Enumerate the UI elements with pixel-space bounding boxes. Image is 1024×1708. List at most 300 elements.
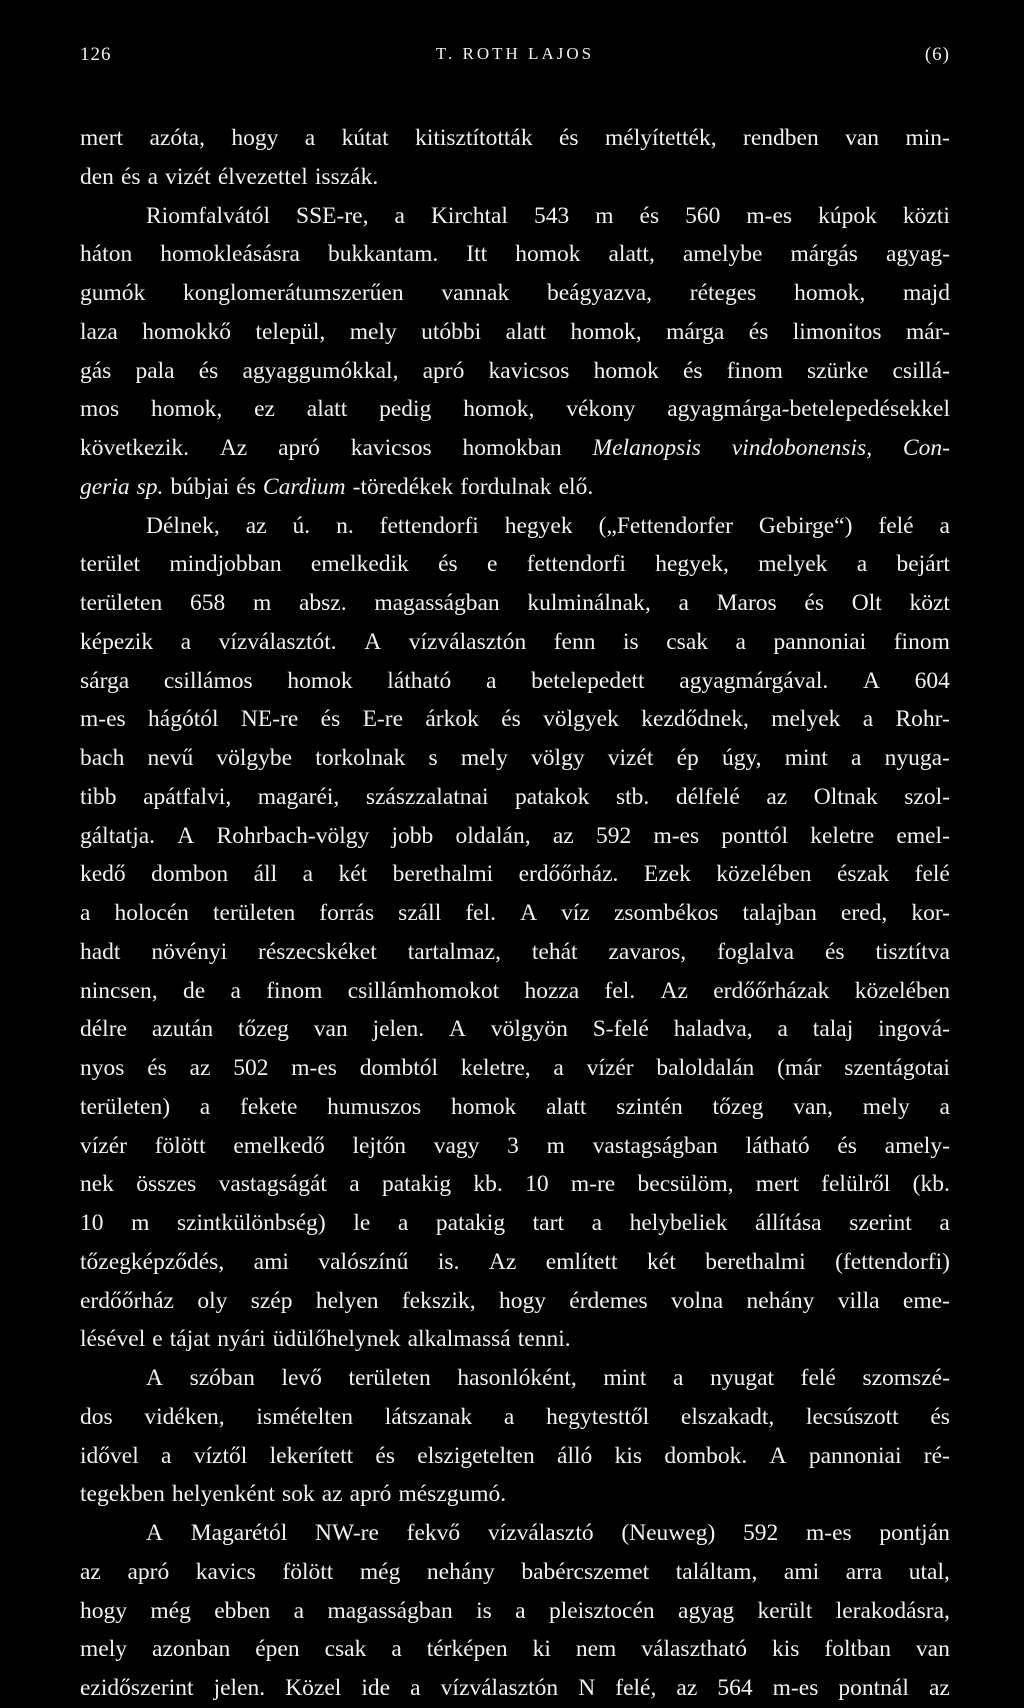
word: homok, [463, 396, 535, 423]
word: A [146, 1365, 163, 1391]
word: alatt [545, 1093, 587, 1120]
word: talajban [742, 900, 817, 926]
word: szentágotai [844, 1055, 950, 1081]
word: m-re [570, 1171, 616, 1198]
word: tenni. [517, 1326, 571, 1353]
text-line [80, 507, 950, 546]
word: van [915, 1636, 950, 1663]
word: berethalmi [392, 861, 494, 888]
word: és [438, 551, 458, 578]
word: szomszé- [862, 1365, 950, 1391]
text-line [80, 352, 950, 391]
word: a [147, 163, 159, 190]
word: 658 [189, 590, 226, 616]
word: homok [450, 1093, 517, 1120]
text-line [80, 894, 950, 933]
word: elszakadt, [680, 1403, 775, 1430]
word: ismételten [256, 1403, 353, 1430]
word: a [397, 1210, 409, 1236]
word: apró [278, 435, 320, 461]
word: helybeliek [629, 1210, 728, 1236]
word: kavicsos [350, 435, 432, 461]
word: majd [902, 280, 950, 306]
word: A [769, 1442, 787, 1469]
word: idővel [80, 1442, 139, 1469]
word: vindobonensis, [731, 435, 873, 461]
text-line [80, 1592, 950, 1631]
word: m-es [805, 1520, 852, 1546]
word: ú. [292, 512, 311, 539]
word: s [428, 745, 438, 771]
word: pannoniai [773, 628, 867, 655]
word: szép [250, 1287, 293, 1314]
word: A [146, 1520, 163, 1546]
word: (kb. [912, 1171, 950, 1198]
word: a [180, 628, 192, 655]
word: közti [902, 202, 950, 229]
word: térképen [426, 1636, 508, 1663]
word: m [546, 1132, 565, 1159]
word: kezdődnek, [641, 706, 749, 733]
word: kis [771, 1636, 800, 1663]
word: Kirchtal [430, 202, 508, 229]
word: A [364, 628, 382, 655]
text-line [80, 1553, 950, 1592]
word: fordulnak [460, 473, 552, 500]
word: tőzeg [712, 1093, 764, 1120]
word: mindjobban [169, 551, 282, 578]
word: van [313, 1016, 348, 1043]
word: min- [905, 125, 950, 151]
word: holocén [114, 900, 189, 926]
text-line [80, 197, 950, 236]
text-line [80, 700, 950, 739]
word: nyos [80, 1055, 125, 1081]
word: vízválasztón [408, 628, 527, 655]
word: pleisztocén [548, 1597, 655, 1624]
word: homok [287, 667, 353, 694]
word: délre [80, 1016, 127, 1043]
word: Magarétól [190, 1520, 288, 1546]
text-line [80, 623, 950, 662]
word: nek [80, 1171, 114, 1198]
word: vannak [441, 280, 510, 306]
word: hágótól [148, 706, 219, 733]
word: hogy [231, 125, 279, 151]
text-line [80, 1010, 950, 1049]
word: nyári [217, 1326, 266, 1353]
word: pontján [879, 1520, 950, 1546]
word: valószínű [318, 1248, 409, 1275]
word: hegyek [504, 512, 573, 539]
word: m [131, 1210, 150, 1236]
word: finom [893, 628, 950, 655]
word: üdülőhelynek [272, 1326, 401, 1353]
word: lerakodásra, [835, 1597, 950, 1624]
word: e [486, 551, 498, 578]
word: magasságban [327, 1597, 453, 1624]
word: lejtőn [352, 1132, 406, 1159]
word: következik. [80, 435, 189, 461]
word: a [777, 1016, 788, 1043]
word: kis [614, 1442, 643, 1469]
word: emel- [896, 822, 950, 849]
word: már- [906, 318, 950, 345]
text-line [80, 855, 950, 894]
word: és [837, 1132, 857, 1159]
text-line [80, 1359, 950, 1398]
word: lésével [80, 1326, 146, 1353]
word: fölött [282, 1558, 334, 1585]
word: mélyítették, [605, 125, 717, 151]
word: NE-re [240, 706, 299, 733]
word: felülről [821, 1171, 891, 1198]
word: m [595, 202, 614, 229]
word: torkolnak [315, 745, 406, 771]
word: kúpok [818, 202, 877, 229]
word: oly [197, 1287, 228, 1314]
word: ingová- [878, 1016, 950, 1043]
word: volna [670, 1287, 724, 1314]
word: völgyön [490, 1016, 568, 1043]
word: A [177, 822, 195, 849]
word: azonban [151, 1636, 231, 1663]
word: ré- [923, 1442, 950, 1469]
word: finom [726, 357, 783, 384]
word: 3 [507, 1132, 519, 1159]
word: mely [80, 1636, 127, 1663]
word: alatt [306, 396, 348, 423]
word: melyek [758, 551, 828, 578]
word: SSE-re, [296, 202, 369, 229]
word: sárga [80, 667, 130, 694]
word: pala [135, 357, 175, 384]
word: látszanak [384, 1403, 473, 1430]
word: vizét [165, 163, 211, 190]
word: berethalmi [705, 1248, 806, 1275]
word: A [520, 900, 538, 926]
word: a [349, 1171, 360, 1198]
body-text [80, 119, 950, 1708]
word: Olt [851, 590, 882, 616]
word: tőzegképződés, [80, 1248, 225, 1275]
word: van [845, 125, 880, 151]
word: mint [603, 1365, 647, 1391]
word: Az [488, 1248, 517, 1275]
word: agyagmárga-betelepedésekkel [667, 396, 950, 423]
word: és [236, 473, 256, 500]
page-header [80, 44, 950, 76]
word: vagy [433, 1132, 480, 1159]
word: még [150, 1597, 191, 1624]
word: felé, [615, 1675, 657, 1701]
word: felé [878, 512, 914, 539]
word: van, [793, 1093, 834, 1120]
word: nevű [147, 745, 194, 771]
word: hogy [498, 1287, 546, 1314]
word: agyagmárgával. [679, 667, 829, 694]
text-line [80, 817, 950, 856]
word: csillámhomokot [347, 977, 500, 1004]
word: szóban [189, 1365, 255, 1391]
word: márga [666, 318, 725, 345]
word: a [673, 1365, 684, 1391]
word: víz [561, 900, 590, 926]
word: tibb [80, 783, 117, 810]
word: jelen. [213, 1675, 266, 1701]
word: apátfalvi, [143, 783, 232, 810]
word: úgy, [721, 745, 762, 771]
word: vízválasztót. [218, 628, 337, 655]
word: vastagságát [218, 1171, 327, 1198]
word: vízválasztón [440, 1675, 559, 1701]
word: a [503, 1403, 515, 1430]
word: terület [80, 551, 141, 578]
word: szintén [616, 1093, 683, 1120]
word: agyag- [885, 241, 950, 268]
word: emelkedő [233, 1132, 325, 1159]
word: limonitos [792, 318, 882, 345]
word: szintkülönbség) [176, 1210, 326, 1236]
word: nehány [426, 1558, 495, 1585]
word: és [120, 163, 141, 190]
word: sok [282, 1481, 315, 1508]
word: közelében [854, 977, 950, 1004]
word: 502 [233, 1055, 269, 1081]
running-title: T. ROTH LAJOS [435, 44, 595, 63]
word: Gebirge“) [758, 512, 853, 539]
word: vidéken, [144, 1403, 225, 1430]
word: emelkedik [310, 551, 409, 578]
word: területen [80, 590, 163, 616]
word: fettendorfi [526, 551, 626, 578]
word: a [862, 706, 874, 733]
word: homok [593, 357, 659, 384]
word: felé [800, 1365, 836, 1391]
text-line [80, 390, 950, 429]
text-line [80, 739, 950, 778]
word: tegekben [80, 1481, 165, 1508]
word: is. [437, 1248, 460, 1275]
word: és [683, 357, 703, 384]
word: nyugat [710, 1365, 775, 1391]
word: és [320, 706, 341, 733]
word: (Neuweg) [621, 1520, 716, 1546]
word: fenn [553, 628, 596, 655]
word: homok, [151, 396, 223, 423]
word: levő [281, 1365, 322, 1391]
text-line [80, 1437, 950, 1476]
word: választható [641, 1636, 747, 1663]
word: patakig [381, 1171, 452, 1198]
word: talaj [812, 1016, 854, 1043]
text-line [80, 662, 950, 701]
word: isszák. [314, 163, 379, 190]
word: finom [266, 977, 323, 1004]
word: magaréi, [257, 783, 340, 810]
word: vastagságban [592, 1132, 718, 1159]
word: az [928, 1675, 950, 1701]
word: szürke [807, 357, 869, 384]
word: hegytesttől [546, 1403, 650, 1430]
word: ez [254, 396, 275, 423]
word: fel. [465, 900, 496, 926]
word: pontnál [838, 1675, 909, 1701]
word: kavicsos [488, 357, 570, 384]
word: ami [783, 1558, 820, 1585]
word: völgy [531, 745, 585, 771]
word: hogy [80, 1597, 127, 1624]
word: összes [136, 1171, 197, 1198]
word: említett [545, 1248, 618, 1275]
word: vízér [80, 1132, 127, 1159]
text-line [80, 1669, 950, 1708]
word: is [623, 628, 639, 655]
word: fölött [154, 1132, 206, 1159]
word: szol- [904, 783, 950, 810]
text-line [80, 1320, 950, 1359]
word: a [161, 1442, 172, 1469]
word: lekerített [269, 1442, 354, 1469]
word: mint [784, 745, 828, 771]
word: nem [575, 1636, 617, 1663]
word: agyag [678, 1597, 735, 1624]
word: utóbbi [421, 318, 482, 345]
word: gáltatja. [80, 822, 156, 849]
word: a [939, 1210, 950, 1236]
word: a [302, 861, 314, 888]
text-line [80, 1165, 950, 1204]
word: az [245, 512, 267, 539]
text-line [80, 584, 950, 623]
word: és [639, 202, 660, 229]
text-line [80, 274, 950, 313]
word: az [80, 1558, 101, 1585]
word: lecsúszott [805, 1403, 899, 1430]
text-line [80, 1282, 950, 1321]
word: Riomfalvától [146, 202, 271, 229]
word: alkalmassá [407, 1326, 511, 1353]
text-line [80, 1204, 950, 1243]
text-line [80, 933, 950, 972]
word: és [930, 1403, 950, 1430]
word: jobb [391, 822, 434, 849]
word: az [766, 783, 788, 810]
word: m-es [653, 822, 700, 849]
word: Maros [716, 590, 777, 616]
word: ezidőszerint [80, 1675, 194, 1701]
text-line [80, 778, 950, 817]
word: völgybe [216, 745, 293, 771]
word: a [391, 1636, 402, 1663]
word: („Fettendorfer [598, 512, 733, 539]
word: utal, [908, 1558, 950, 1585]
word: 592 [595, 822, 632, 849]
word: arra [845, 1558, 883, 1585]
word: márgás [790, 241, 858, 268]
word: a [410, 1675, 421, 1701]
word: (már [777, 1055, 822, 1081]
word: eme- [902, 1287, 950, 1314]
word: Közel [285, 1675, 342, 1701]
word: laza [80, 318, 118, 345]
word: A [862, 667, 880, 694]
word: 564 [717, 1675, 753, 1701]
page-number: 126 [80, 44, 112, 65]
word: Ezek [643, 861, 691, 888]
word: fekete [240, 1093, 298, 1120]
word: becsülöm, [637, 1171, 734, 1198]
word: még [359, 1558, 401, 1585]
word: de [182, 977, 206, 1004]
word: és [147, 1055, 167, 1081]
word: tehát [531, 938, 578, 965]
word: a [939, 1093, 950, 1120]
word: kb. [473, 1171, 503, 1198]
text-line [80, 972, 950, 1011]
word: melyek [771, 706, 841, 733]
word: csak [666, 628, 709, 655]
word: két [647, 1248, 676, 1275]
word: közt [909, 590, 950, 616]
word: pedig [379, 396, 432, 423]
word: háton [80, 241, 133, 268]
word: oldalán, [455, 822, 531, 849]
word: a [591, 1210, 602, 1236]
word: nehány [746, 1287, 815, 1314]
word: az [321, 1481, 343, 1508]
text-line [80, 1049, 950, 1088]
word: árkok [425, 706, 479, 733]
word: állítása [755, 1210, 822, 1236]
text-line [80, 1243, 950, 1282]
word: helyen [315, 1287, 379, 1314]
word: homokleásásra [160, 241, 300, 268]
word: képezik [80, 628, 154, 655]
text-line [80, 1127, 950, 1166]
word: csillámos [163, 667, 253, 694]
word: élvezettel [217, 163, 308, 190]
word: részecskéket [258, 938, 377, 965]
word: vízválasztó [487, 1520, 594, 1546]
word: és [748, 318, 769, 345]
word: a [678, 590, 689, 616]
word: vizét [607, 745, 654, 771]
word: két [338, 861, 368, 888]
word: Az [660, 977, 688, 1004]
word: m [252, 590, 272, 616]
word: került [757, 1597, 813, 1624]
word: felé [914, 861, 950, 888]
word: 604 [914, 667, 950, 694]
word: nyuga- [884, 745, 950, 771]
word: a [304, 125, 316, 151]
word: álló [557, 1442, 593, 1469]
word: elő. [558, 473, 594, 500]
word: agyaggumókkal, [242, 357, 399, 384]
word: területen [348, 1365, 431, 1391]
word: mely [862, 1093, 910, 1120]
word: búbjai [170, 473, 230, 500]
word: elszigetelten [417, 1442, 535, 1469]
word: hadt [80, 938, 121, 965]
text-line [80, 119, 950, 158]
word: területen) [80, 1093, 171, 1120]
word: mészgumó. [398, 1481, 507, 1508]
word: Melanopsis [592, 435, 701, 461]
word: erdőőrház [80, 1287, 174, 1314]
word: forrás [319, 900, 375, 926]
